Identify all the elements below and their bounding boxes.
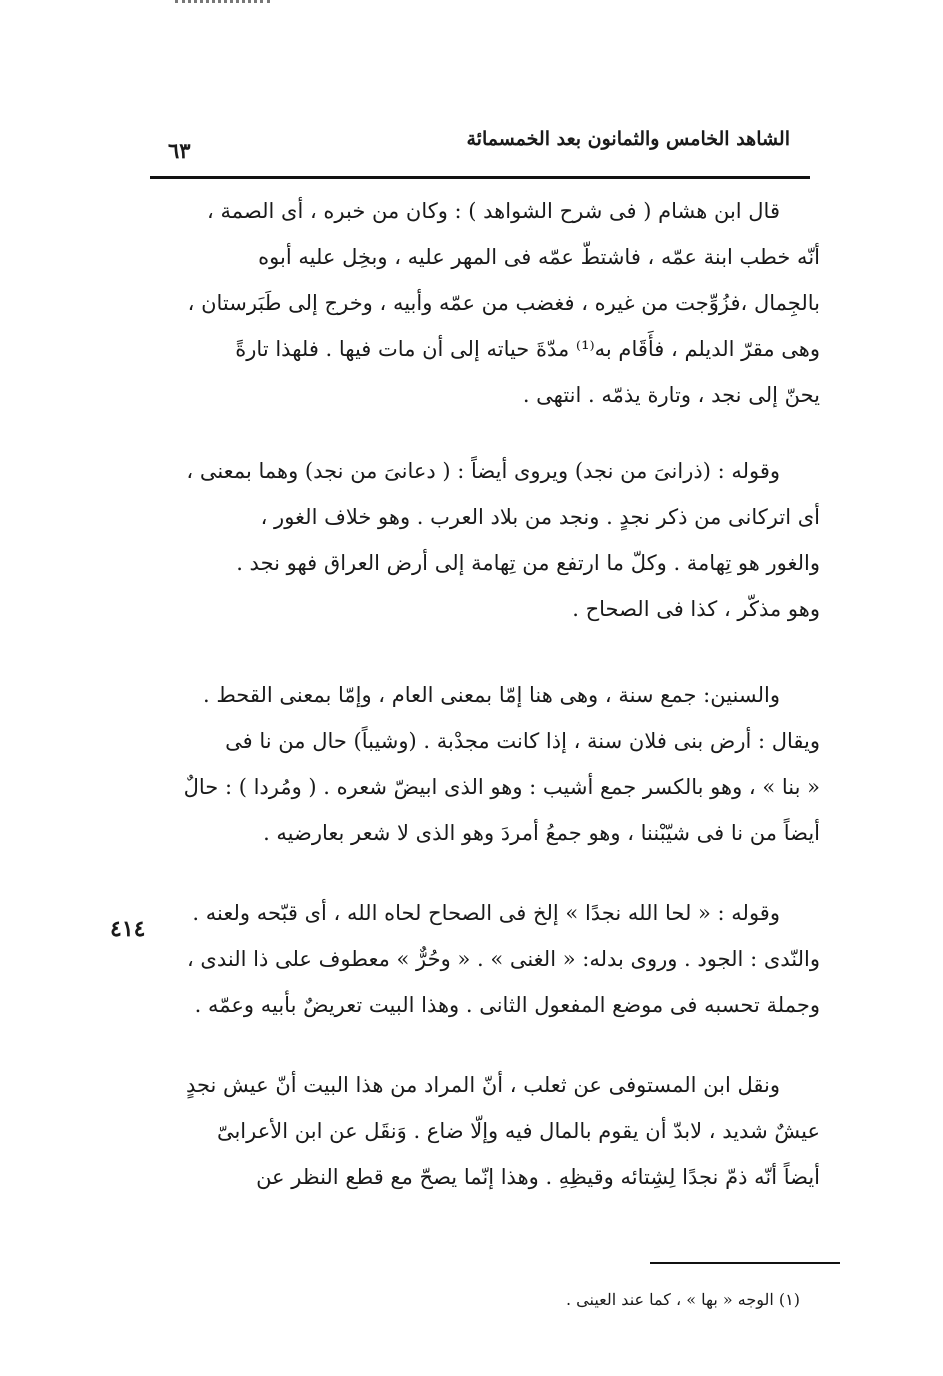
text-line: وجملة تحسبه فى موضع المفعول الثانى . وهذا البيت تعريضٌ بأبيه وعمّه .: [194, 993, 820, 1017]
paragraph-1: [160, 188, 820, 418]
text-line: ويقال : أرض بنى فلان سنة ، إذا كانت مجدْبة . (وشيباً) حال من نا فى: [225, 729, 820, 753]
text-line: أنّه خطب ابنة عمّه ، فاشتطّ عمّه فى المهر عليه ، وبخِل عليه أبوه: [258, 245, 820, 269]
text-line: والسنين: جمع سنة ، وهى هنا إمّا بمعنى العام ، وإمّا بمعنى القحط .: [203, 683, 780, 707]
running-header: [150, 122, 810, 178]
top-edge-marks: [175, 0, 270, 9]
text-line: بالجِمال ،فزُوِّجت من غيره ، فغضب من عمّه وأبيه ، وخرج إلى طَبَرستان ،: [187, 291, 820, 315]
text-line: وقوله : (ذرانىَ من نجد) ويروى أيضاً : ( دعانىَ من نجد) وهما بمعنى ،: [186, 459, 780, 483]
text-line: ونقل ابن المستوفى عن ثعلب ، أنّ المراد من هذا البيت أنّ عيش نجدٍ: [185, 1073, 780, 1097]
text-line: أى اتركانى من ذكر نجدٍ . ونجد من بلاد العرب . وهو خلاف الغور ،: [260, 505, 820, 529]
header-title: الشاهد الخامس والثمانون بعد الخمسمائة: [466, 128, 790, 150]
text-line: والنّدى : الجود . وروى بدله: « الغنى » . « وحُرٌّ » معطوف على ذا الندى ،: [186, 947, 820, 971]
text-line: أيضاً أنّه ذمّ نجدًا لِشِتائه وقيظِهِ . وهذا إنّما يصحّ مع قطع النظر عن: [256, 1165, 820, 1189]
text-line: وقوله : « لحا الله نجدًا » إلخ فى الصحاح لحاه الله ، أى قبّحه ولعنه .: [192, 901, 780, 925]
footnote: (١) الوجه « بها » ، كما عند العينى .: [566, 1290, 800, 1309]
text-line: قال ابن هشام ( فى شرح الشواهد ) : وكان من خبره ، أى الصمة ،: [207, 199, 780, 223]
paragraph-3: [160, 672, 820, 856]
text-line: والغور هو تِهامة . وكلّ ما ارتفع من تِهامة إلى أرض العراق فهو نجد .: [236, 551, 820, 575]
paragraph-5: [160, 1062, 820, 1200]
paragraph-2: [160, 448, 820, 632]
paragraph-4: [160, 890, 820, 1028]
page-number: ٦٣: [168, 138, 191, 163]
text-line: أيضاً من نا فى شيّبْننا ، وهو جمعُ أمردَ وهو الذى لا شعر بعارضيه .: [263, 821, 820, 845]
text-line: عيشٌ شديد ، لابدّ أن يقوم بالمال فيه وإلّا ضاع . وَنقَل عن ابن الأعرابىّ: [216, 1119, 820, 1143]
header-rule: [150, 176, 810, 179]
text-line: يحنّ إلى نجد ، وتارة يذمّه . انتهى .: [522, 383, 820, 407]
margin-reference-number: ٤١٤: [110, 916, 146, 942]
text-line: وهى مقرّ الديلم ، فأَقَام به⁽¹⁾ مدّةَ حياته إلى أن مات فيها . فلهذا تارةً: [235, 337, 820, 361]
footnote-rule: [650, 1262, 840, 1264]
main-text: [160, 188, 820, 1200]
text-line: « بنا » ، وهو بالكسر جمع أشيب : وهو الذى ابيضّ شعره . ( ومُردا ) : حالٌ: [183, 775, 820, 799]
text-line: وهو مذكّر ، كذا فى الصحاح .: [572, 597, 820, 621]
